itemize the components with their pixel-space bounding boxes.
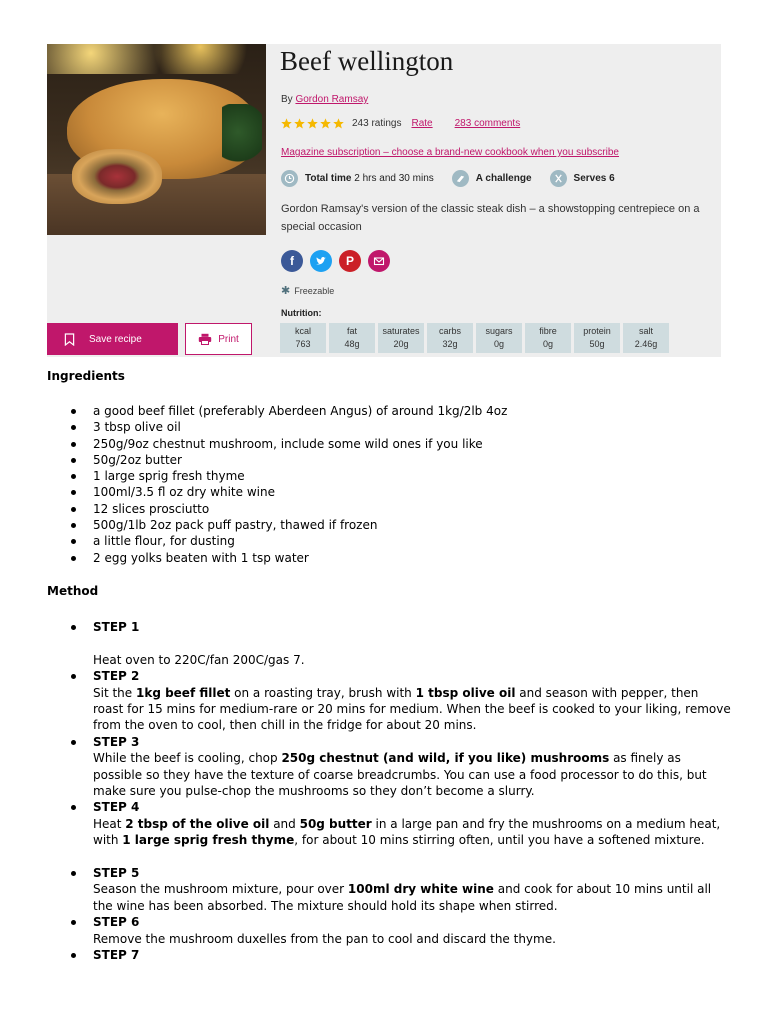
social-share	[281, 250, 390, 272]
recipe-meta	[281, 170, 633, 187]
bookmark-icon	[64, 333, 75, 346]
print-label: Print	[218, 333, 239, 345]
email-icon[interactable]	[368, 250, 390, 272]
ingredient-text: a little flour, for dusting	[93, 534, 235, 549]
nutrition-value: 0g	[493, 339, 504, 349]
star-icon	[294, 118, 305, 129]
method-step	[71, 619, 731, 668]
nutrition-value: 32g	[442, 339, 458, 349]
ingredients-list	[71, 403, 507, 566]
method-step	[71, 734, 731, 800]
recipe-title: Beef wellington	[280, 46, 454, 76]
nutrition-name: fat	[346, 326, 357, 336]
freezable-tag	[281, 284, 334, 297]
step-text: Season the mushroom mixture, pour over 100ml dry white wine and cook for about 10 mins until all the wine has been absorbed. The mixture should hold its shape when stirred.	[93, 882, 712, 913]
ingredient-text: 3 tbsp olive oil	[93, 420, 181, 435]
step-title: STEP 5	[93, 866, 140, 881]
clock-icon	[281, 170, 298, 187]
ingredient-text: 250g/9oz chestnut mushroom, include some wild ones if you like	[93, 436, 483, 451]
save-recipe-button[interactable]	[47, 323, 178, 355]
step-title: STEP 3	[93, 734, 140, 749]
nutrition-table	[280, 323, 669, 353]
byline	[281, 94, 368, 105]
nutrition-item	[525, 323, 571, 353]
ingredient-text: 1 large sprig fresh thyme	[93, 469, 245, 484]
method-step	[71, 914, 731, 947]
nutrition-name: sugars	[485, 326, 513, 336]
list-item	[71, 533, 507, 549]
nutrition-item	[427, 323, 473, 353]
list-item	[71, 468, 507, 484]
ingredient-text: 500g/1lb 2oz pack puff pastry, thawed if frozen	[93, 518, 378, 533]
nutrition-value: 2.46g	[634, 339, 658, 349]
ingredients-heading: Ingredients	[47, 369, 125, 383]
step-text: Heat oven to 220C/fan 200C/gas 7.	[93, 652, 305, 667]
method-step	[71, 947, 731, 963]
save-recipe-label: Save recipe	[89, 333, 142, 345]
recipe-photo	[47, 44, 266, 235]
difficulty	[452, 170, 532, 187]
recipe-description: Gordon Ramsay's version of the classic steak dish – a showstopping centrepiece on a special occasion	[281, 203, 700, 233]
nutrition-label: Nutrition:	[281, 308, 322, 318]
printer-icon	[198, 333, 212, 345]
method-step	[71, 799, 731, 865]
twitter-icon[interactable]	[310, 250, 332, 272]
total-time	[281, 170, 434, 187]
nutrition-item	[574, 323, 620, 353]
facebook-icon[interactable]: f	[281, 250, 303, 272]
nutrition-item	[329, 323, 375, 353]
rate-link[interactable]: Rate	[411, 118, 433, 129]
step-title: STEP 1	[93, 620, 140, 634]
nutrition-value: 50g	[589, 339, 605, 349]
step-text: While the beef is cooling, chop 250g chestnut (and wild, if you like) mushrooms as finely as possible so they have the texture of coarse breadcrumbs. You can use a food processor to do this, but make sure you pulse-chop the mushrooms so they don’t become a slurry.	[93, 751, 707, 799]
total-time-label: Total time	[305, 173, 352, 184]
difficulty-icon	[452, 170, 469, 187]
ingredient-text: 50g/2oz butter	[93, 452, 182, 467]
nutrition-name: protein	[583, 326, 611, 336]
star-icon	[320, 118, 331, 129]
step-title: STEP 2	[93, 669, 140, 684]
step-title: STEP 4	[93, 800, 140, 815]
cutlery-icon	[550, 170, 567, 187]
serves	[550, 170, 615, 187]
list-item	[71, 419, 507, 435]
list-item	[71, 452, 507, 468]
nutrition-name: salt	[638, 326, 653, 336]
nutrition-name: saturates	[382, 326, 420, 336]
step-title: STEP 6	[93, 915, 140, 930]
star-icon	[333, 118, 344, 129]
method-step	[71, 865, 731, 914]
ingredient-text: 100ml/3.5 fl oz dry white wine	[93, 485, 275, 500]
nutrition-name: carbs	[438, 326, 461, 336]
serves-value: Serves 6	[573, 173, 615, 184]
nutrition-value: 763	[295, 339, 311, 349]
ingredient-text: a good beef fillet (preferably Aberdeen Angus) of around 1kg/2lb 4oz	[93, 404, 508, 418]
star-icon	[307, 118, 318, 129]
print-button[interactable]	[185, 323, 252, 355]
freezable-label: Freezable	[294, 285, 335, 296]
step-text: Remove the mushroom duxelles from the pan to cool and discard the thyme.	[93, 931, 556, 946]
nutrition-value: 20g	[393, 339, 409, 349]
ratings-count: 243 ratings	[352, 118, 402, 129]
method-heading: Method	[47, 584, 99, 598]
list-item	[71, 436, 507, 452]
pinterest-icon[interactable]: P	[339, 250, 361, 272]
method-steps	[71, 619, 731, 964]
ingredient-text: 2 egg yolks beaten with 1 tsp water	[93, 550, 309, 565]
step-text: Sit the 1kg beef fillet on a roasting tray, brush with 1 tbsp olive oil and season with pepper, then roast for 15 mins for medium-rare or 20 mins for medium. When the beef is cooked to your liking, remove from the oven to cool, then chill in the fridge for about 20 mins.	[93, 685, 731, 733]
total-time-value: 2 hrs and 30 mins	[354, 173, 434, 184]
nutrition-item	[476, 323, 522, 353]
star-icon	[281, 118, 292, 129]
by-label: By	[281, 94, 293, 105]
nutrition-name: fibre	[539, 326, 557, 336]
author-link[interactable]: Gordon Ramsay	[295, 94, 369, 105]
list-item	[71, 501, 507, 517]
list-item	[71, 550, 507, 566]
snowflake-icon: ✱	[281, 285, 291, 297]
step-title: STEP 7	[93, 948, 140, 963]
magazine-subscription-link[interactable]: Magazine subscription – choose a brand-new cookbook when you subscribe	[281, 147, 619, 158]
comments-link[interactable]: 283 comments	[454, 118, 521, 129]
nutrition-item	[280, 323, 326, 353]
recipe-header-card	[47, 44, 721, 357]
nutrition-value: 0g	[542, 339, 553, 349]
ratings-row	[281, 118, 520, 129]
list-item	[71, 403, 507, 419]
ingredient-text: 12 slices prosciutto	[93, 501, 210, 516]
step-text: Heat 2 tbsp of the olive oil and 50g butter in a large pan and fry the mushrooms on a medium heat, with 1 large sprig fresh thyme, for about 10 mins stirring often, until you have a softened mixture.	[93, 816, 721, 848]
list-item	[71, 517, 507, 533]
method-step	[71, 668, 731, 734]
nutrition-item	[623, 323, 669, 353]
difficulty-value: A challenge	[475, 173, 532, 184]
list-item	[71, 484, 507, 500]
nutrition-item	[378, 323, 424, 353]
star-rating	[281, 118, 344, 129]
nutrition-name: kcal	[294, 326, 311, 336]
nutrition-value: 48g	[344, 339, 360, 349]
